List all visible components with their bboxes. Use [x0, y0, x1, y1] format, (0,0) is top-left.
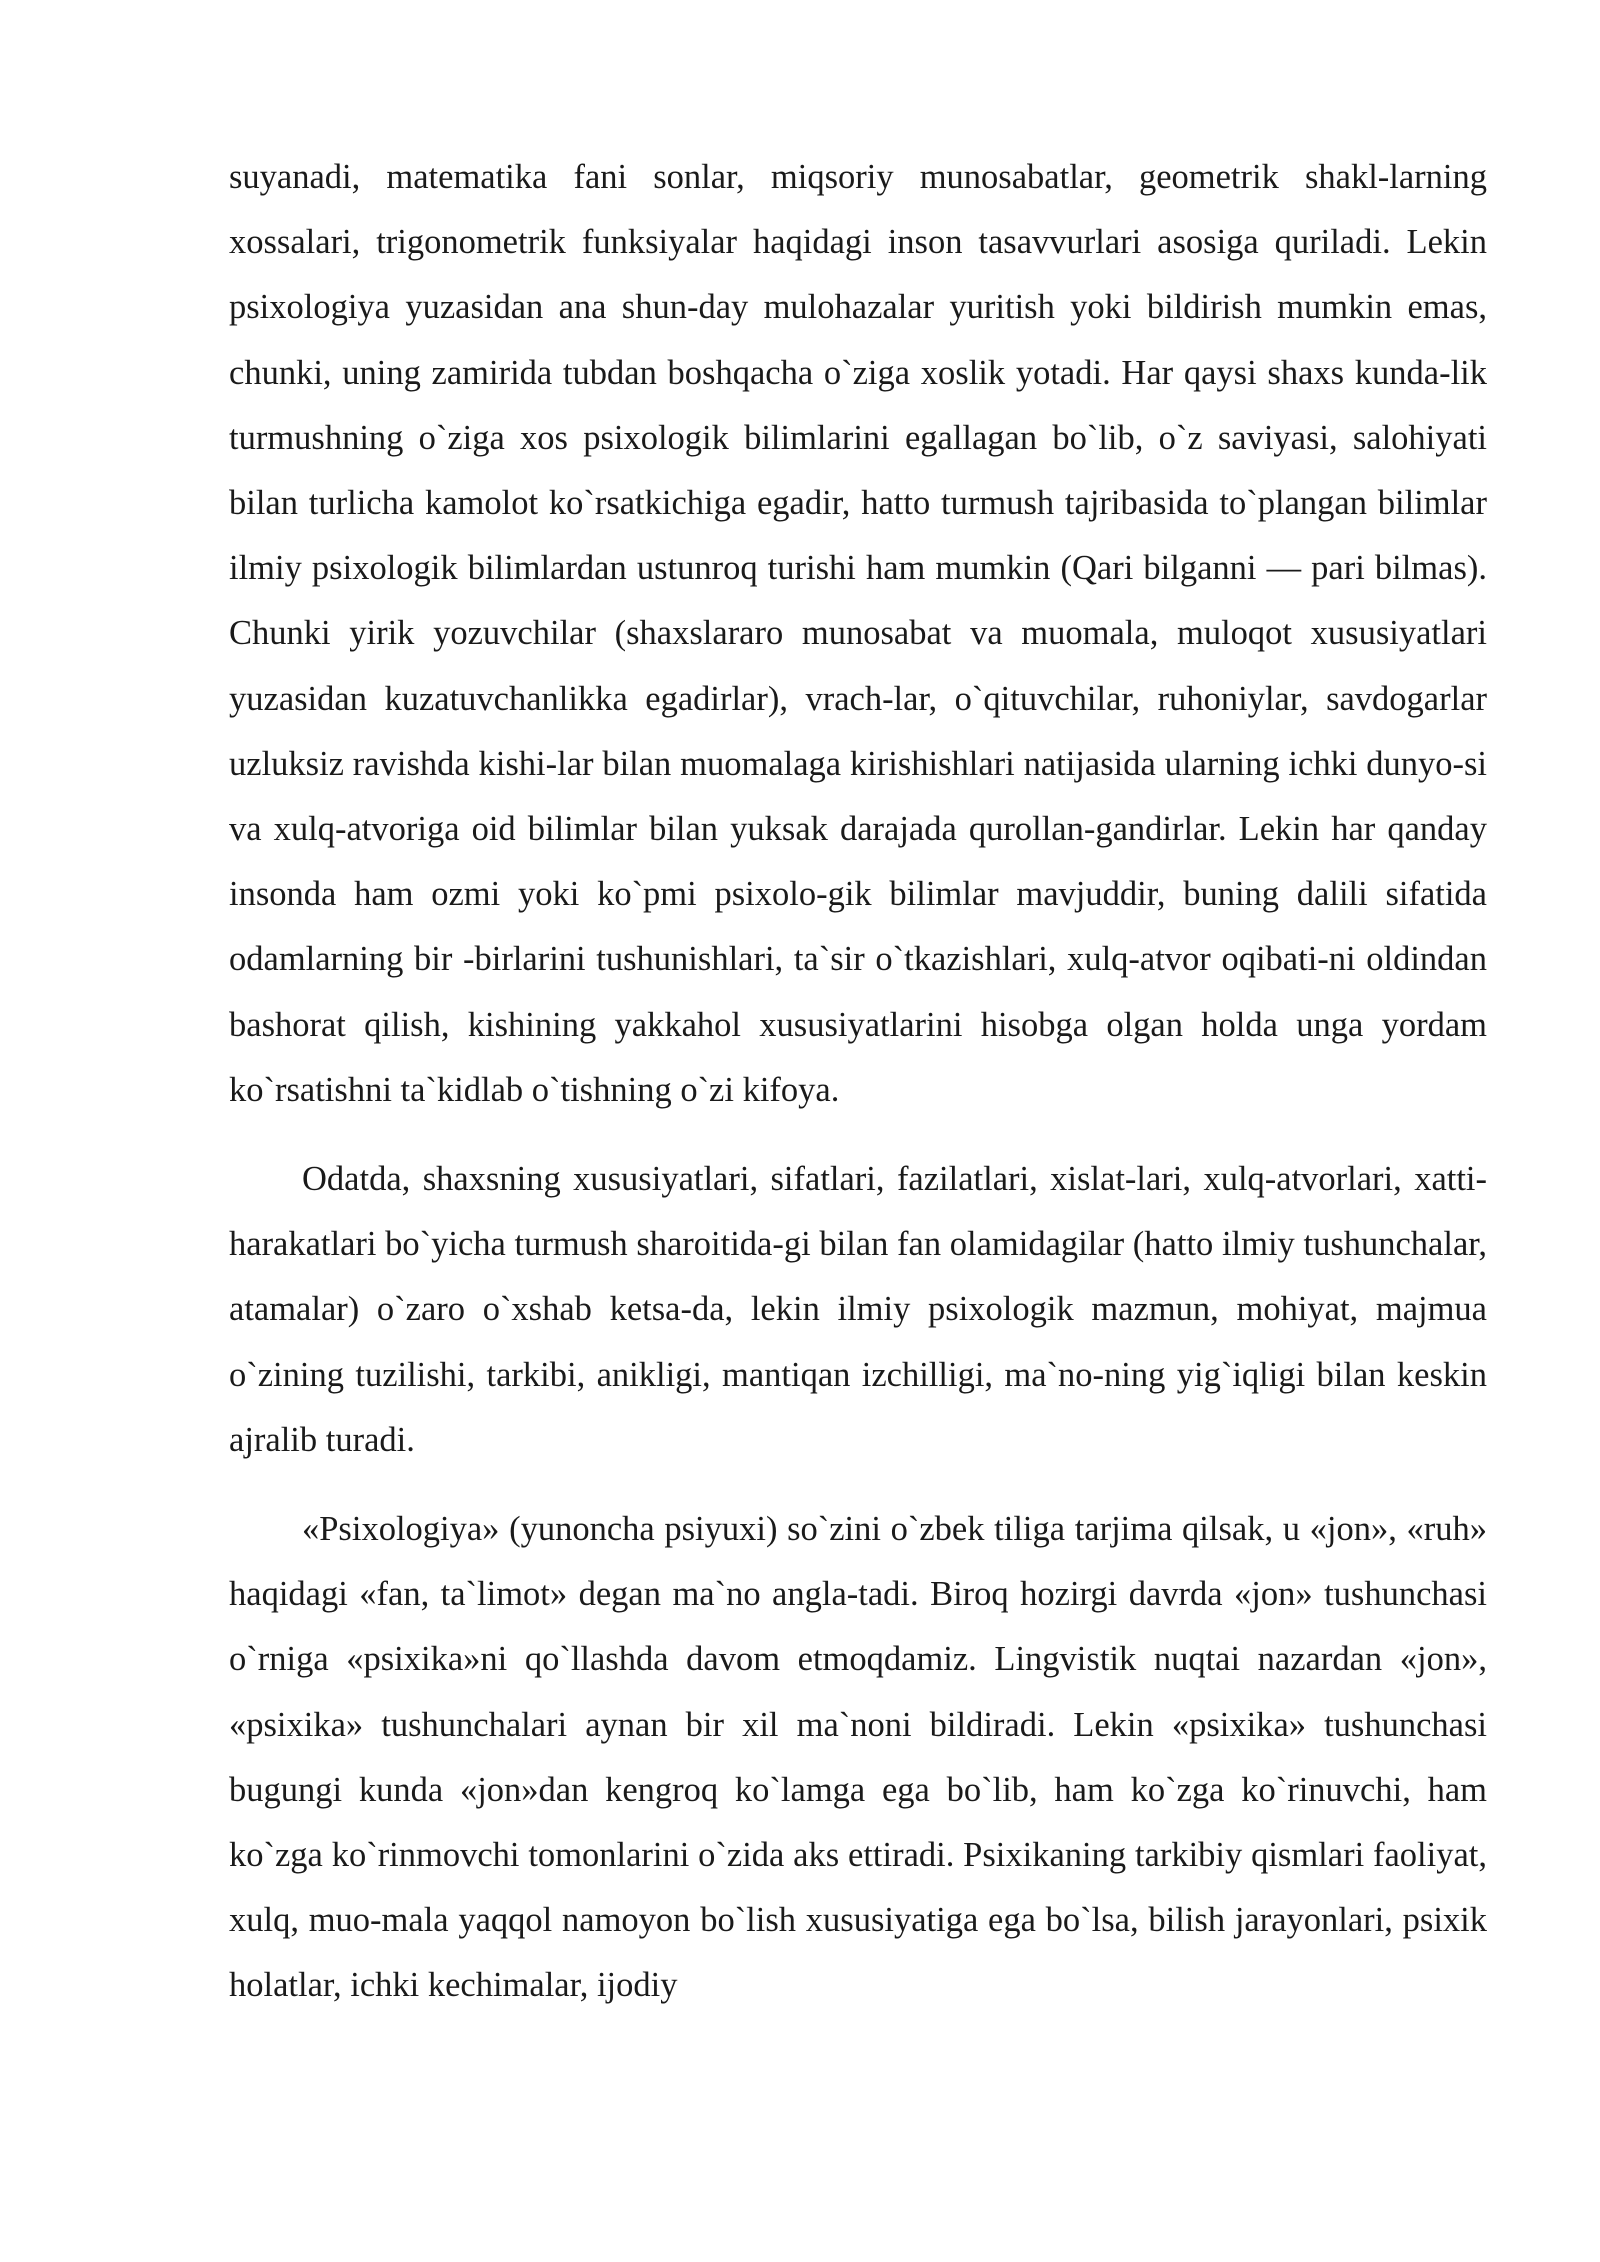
paragraph-3: «Psixologiya» (yunoncha psiyuxi) so`zini o`zbek tiliga tarjima qilsak, u «jon», «ruh» haqidagi «fan, ta`limot» degan ma`no angla-tadi. Biroq hozirgi davrda «jon» tushunchasi o`rniga «psixika»ni qo`llashda davom etmoqdamiz. Lingvistik nuqtai nazardan «jon», «psixika» tushunchalari aynan bir xil ma`noni bildiradi. Lekin «psixika» tushunchasi bugungi kunda «jon»dan kengroq ko`lamga ega bo`lib, ham ko`zga ko`rinuvchi, ham ko`zga ko`rinmovchi tomonlarini o`zida aks ettiradi. Psixikaning tarkibiy qismlari faoliyat, xulq, muo-mala yaqqol namoyon bo`lish xususiyatiga ega bo`lsa, bilish jarayonlari, psixik holatlar, ichki kechimalar, ijodiy	[229, 1510, 1487, 2005]
text-body	[229, 145, 1487, 2019]
paragraph-2: Odatda, shaxsning xususiyatlari, sifatlari, fazilatlari, xislat-lari, xulq-atvorlari, xatti-harakatlari bo`yicha turmush sharoitida-gi bilan fan olamidagilar (hatto ilmiy tushunchalar, atamalar) o`zaro o`xshab ketsa-da, lekin ilmiy psixologik mazmun, mohiyat, majmua o`zining tuzilishi, tarkibi, anikligi, mantiqan izchilligi, ma`no-ning yig`iqligi bilan keskin ajralib turadi.	[229, 1160, 1487, 1459]
paragraph-1: suyanadi, matematika fani sonlar, miqsoriy munosabatlar, geometrik shakl-larning xossalari, trigonometrik funksiyalar haqidagi inson tasavvurlari asosiga quriladi. Lekin psixologiya yuzasidan ana shun-day mulohazalar yuritish yoki bildirish mumkin emas, chunki, uning zamirida tubdan boshqacha o`ziga xoslik yotadi. Har qaysi shaxs kunda-lik turmushning o`ziga xos psixologik bilimlarini egallagan bo`lib, o`z saviyasi, salohiyati bilan turlicha kamolot ko`rsatkichiga egadir, hatto turmush tajribasida to`plangan bilimlar ilmiy psixologik bilimlardan ustunroq turishi ham mumkin (Qari bilganni — pari bilmas). Chunki yirik yozuvchilar (shaxslararo munosabat va muomala, muloqot xususiyatlari yuzasidan kuzatuvchanlikka egadirlar), vrach-lar, o`qituvchilar, ruhoniylar, savdogarlar uzluksiz ravishda kishi-lar bilan muomalaga kirishishlari natijasida ularning ichki dunyo-si va xulq-atvoriga oid bilimlar bilan yuksak darajada qurollan-gandirlar. Lekin har qanday insonda ham ozmi yoki ko`pmi psixolo-gik bilimlar mavjuddir, buning dalili sifatida odamlarning bir -birlarini tushunishlari, ta`sir o`tkazishlari, xulq-atvor oqibati-ni oldindan bashorat qilish, kishining yakkahol xususiyatlarini hisobga olgan holda unga yordam ko`rsatishni ta`kidlab o`tishning o`zi kifoya.	[229, 158, 1487, 1109]
